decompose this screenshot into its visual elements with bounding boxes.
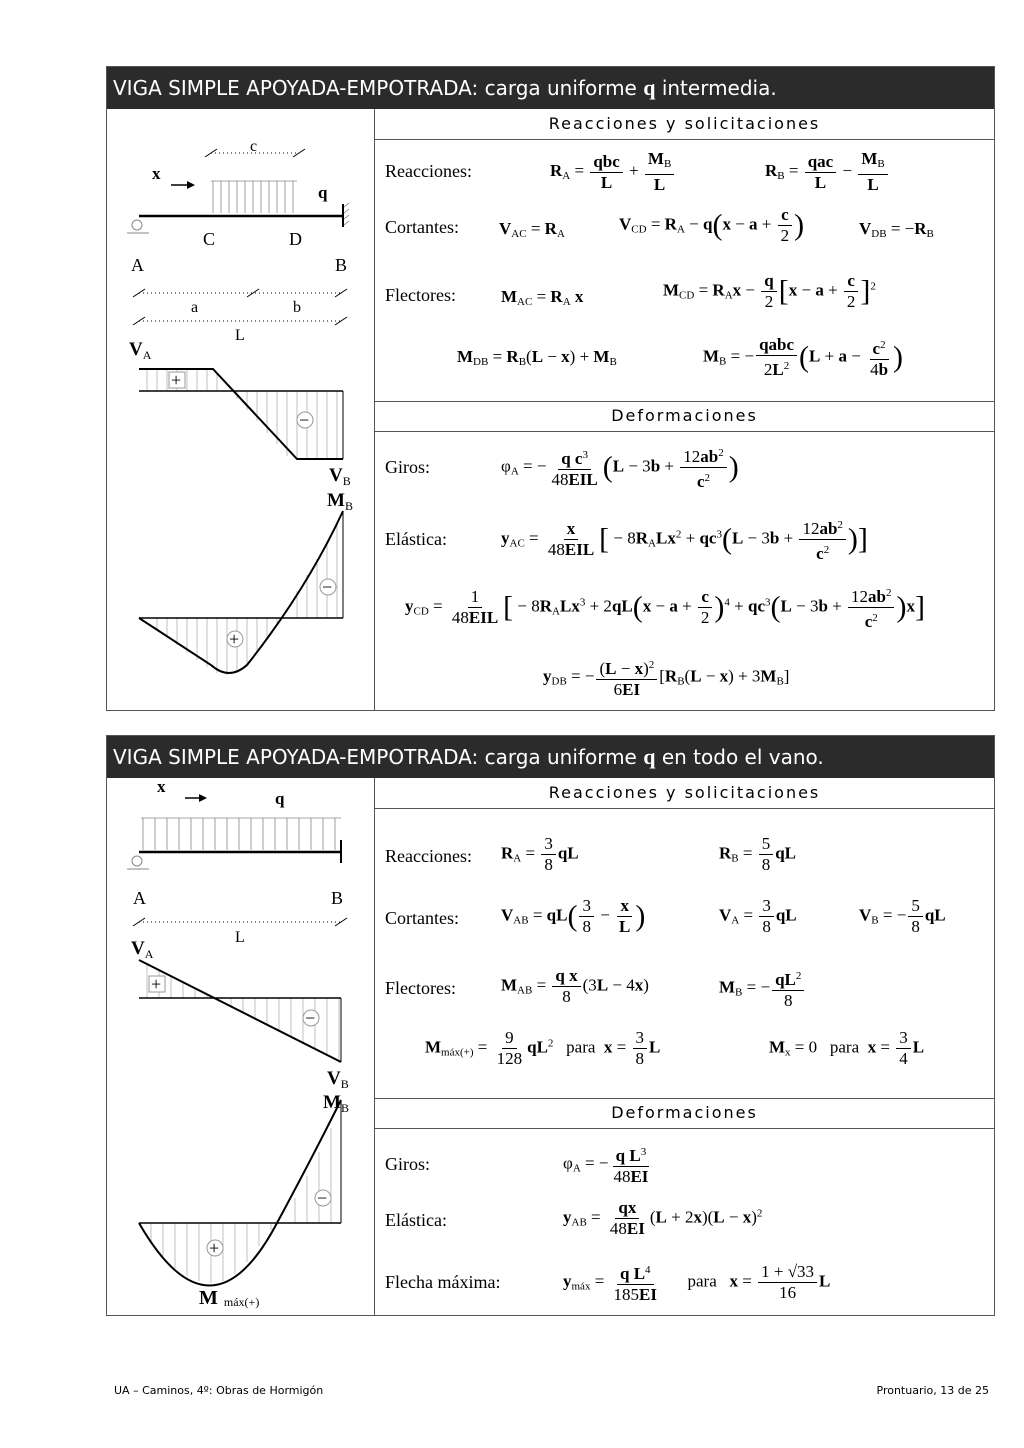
label-giros: Giros: xyxy=(385,1154,430,1174)
label-reacciones: Reacciones: xyxy=(385,161,472,181)
formula-Mx-zero: $M_x = 0$ para x = $\frac{3}{4}$ L xyxy=(769,1028,925,1068)
diagram-panel xyxy=(107,109,375,710)
label-reacciones: Reacciones: xyxy=(385,846,472,866)
formula-Mmax: $M_{máx(+)}$ = $\frac{9}{128}$ $qL^2$ para x = $\frac{3}{8}$ L xyxy=(425,1028,661,1068)
shear-VA-label: $V_A$ xyxy=(129,339,152,362)
point-C: C xyxy=(203,229,216,249)
dim-a: a xyxy=(191,299,199,316)
formula-ymax: $y_{máx}$ = $\frac{q L^4}{185EI}$ para x = $\frac{1 + √33}{16}$ L xyxy=(563,1262,831,1304)
moment-MB-label: $M_B$ xyxy=(323,1092,349,1115)
point-B: B xyxy=(331,888,344,908)
deformations-header: Deformaciones xyxy=(375,401,994,432)
section-title: VIGA SIMPLE APOYADA-EMPOTRADA: carga uniforme q en todo el vano. xyxy=(107,736,994,778)
pin-support xyxy=(132,220,142,230)
formula-yDB: $y_{DB}$ = − $\frac{(L - x)^2}{6EI}$ $[R_B(L - x) + 3M_B]$ xyxy=(543,655,789,700)
footer-page-number: Prontuario, 13 de 25 xyxy=(876,1384,989,1397)
moment-diagram xyxy=(139,511,343,675)
formula-MAB: $M_{AB}$ = $\frac{\text{q x}}{8}$ (3L − 4x) xyxy=(501,966,649,1006)
x-axis-label: x xyxy=(152,164,161,183)
distributed-load xyxy=(141,818,341,850)
formula-VB: $V_B$ = − $\frac{5}{8}$ qL xyxy=(859,896,946,936)
formula-RB: $R_B$ = $\frac{\text{qac}}{L}$ − $\frac{M_B}{L}$ xyxy=(765,149,890,195)
distributed-load xyxy=(211,181,297,213)
formula-MB: $M_B$ = − $\frac{\text{qabc}}{2L^2}$ (L + a − $\frac{c^2}{4b}$ ) xyxy=(703,335,904,379)
dim-b: b xyxy=(293,299,301,316)
formula-MB: $M_B$ = − $\frac{qL^2}{8}$ xyxy=(719,966,806,1011)
point-A: A xyxy=(133,888,146,908)
footer-course: UA – Caminos, 4º: Obras de Hormigón xyxy=(114,1384,324,1397)
formula-VAC: $V_{AC} = R_A$ xyxy=(499,219,565,240)
shear-plus-sign: + xyxy=(171,370,182,390)
point-A: A xyxy=(131,255,144,275)
dim-L: L xyxy=(235,929,245,946)
formula-phiA: $\varphi_A$ = − $\frac{q c^3}{\text{48EIL}}$ (L − 3b + $\frac{12ab^2}{c^2}$ ) xyxy=(501,443,739,492)
formula-VCD: $V_{CD} = R_A - q(x - a$ + $\frac{c}{2}$ ) xyxy=(619,205,805,245)
formula-yAC: $y_{AC}$ = $\frac{x}{\text{48EIL}}$ [ − $8R_ALx^2 + qc^3(L - 3b$ + $\frac{12ab^2}{c^2}$ )] xyxy=(501,515,868,564)
label-giros: Giros: xyxy=(385,457,430,477)
moment-MB-label: $M_B$ xyxy=(327,490,353,513)
shear-diagram xyxy=(139,369,343,459)
moment-minus-sign: − xyxy=(317,1188,328,1208)
load-q-label: q xyxy=(318,183,328,202)
formula-VAB: $V_{AB} = qL$( $\frac{3}{8}$ − $\frac{x}{L}$ ) xyxy=(501,896,646,936)
shear-plus-sign: + xyxy=(151,974,162,994)
shear-diagram xyxy=(139,960,341,1062)
moment-minus-sign: − xyxy=(322,577,333,597)
deformations-header: Deformaciones xyxy=(375,1098,994,1129)
formula-VDB: $V_{DB} = -R_B$ xyxy=(859,219,934,240)
dim-c: c xyxy=(250,138,258,155)
shear-minus-sign: − xyxy=(299,410,310,430)
section-title: VIGA SIMPLE APOYADA-EMPOTRADA: carga uniforme q intermedia. xyxy=(107,67,994,109)
formula-phiA: $\varphi_A$ = − $\frac{q L^3}{48EI}$ xyxy=(563,1142,653,1187)
shear-VB-label: $V_B$ xyxy=(327,1068,349,1091)
formula-RA: $R_A$ = $\frac{\text{qbc}}{L}$ + $\frac{M_B}{L}$ xyxy=(550,149,676,195)
label-elastica: Elástica: xyxy=(385,1210,447,1230)
formula-VA: $V_A$ = $\frac{3}{8}$ qL xyxy=(719,896,797,936)
label-cortantes: Cortantes: xyxy=(385,908,459,928)
formula-RB: $R_B$ = $\frac{5}{8}$ qL xyxy=(719,834,797,874)
dim-L: L xyxy=(235,327,245,344)
label-flectores: Flectores: xyxy=(385,978,456,998)
beam-diagrams xyxy=(107,109,375,710)
point-B: B xyxy=(335,255,348,275)
label-elastica: Elástica: xyxy=(385,529,447,549)
shear-VB-label: $V_B$ xyxy=(329,465,351,488)
moment-diagram xyxy=(139,1100,341,1286)
shear-VA-label: $V_A$ xyxy=(131,938,154,961)
load-q-label: q xyxy=(275,789,285,808)
moment-max-label: Mmáx(+) xyxy=(199,1287,260,1309)
formula-yAB: $y_{AB}$ = $\frac{qx}{48EI}$ $(L + 2x)(L - x)^2$ xyxy=(563,1198,763,1238)
formula-yCD: $y_{CD}$ = $\frac{1}{\text{48EIL}}$ [ − $8R_ALx^3 + 2qL(x - a$ + $\frac{c}{2}$ )$^4 + qc^3(L - 3b$ + $\frac{12ab^2}{c^2}$ )x] xyxy=(405,583,925,632)
reactions-header: Reacciones y solicitaciones xyxy=(375,109,994,140)
beam-diagrams xyxy=(107,778,375,1315)
formula-MDB: $M_{DB} = R_B(L - x) + M_B$ xyxy=(457,347,617,368)
reactions-header: Reacciones y solicitaciones xyxy=(375,778,994,809)
formula-MCD: $M_{CD} = R_Ax$ − $\frac{q}{2}$ [x − a + $\frac{c}{2}$ ]$^2$ xyxy=(663,271,876,311)
formula-panel xyxy=(375,109,994,710)
formula-MAC: $M_{AC} = R_A$ x xyxy=(501,287,584,308)
label-flectores: Flectores: xyxy=(385,285,456,305)
formula-panel xyxy=(375,778,994,1315)
moment-plus-sign: + xyxy=(209,1238,220,1258)
pin-support xyxy=(132,856,142,866)
x-axis-label: x xyxy=(157,778,166,796)
label-flecha-maxima: Flecha máxima: xyxy=(385,1272,501,1292)
moment-plus-sign: + xyxy=(229,629,240,649)
formula-RA: $R_A$ = $\frac{3}{8}$ qL xyxy=(501,834,579,874)
shear-minus-sign: − xyxy=(305,1008,316,1028)
point-D: D xyxy=(289,229,302,249)
diagram-panel xyxy=(107,778,375,1315)
beam-case-intermediate-load xyxy=(106,66,995,711)
beam-case-full-load xyxy=(106,735,995,1316)
label-cortantes: Cortantes: xyxy=(385,217,459,237)
